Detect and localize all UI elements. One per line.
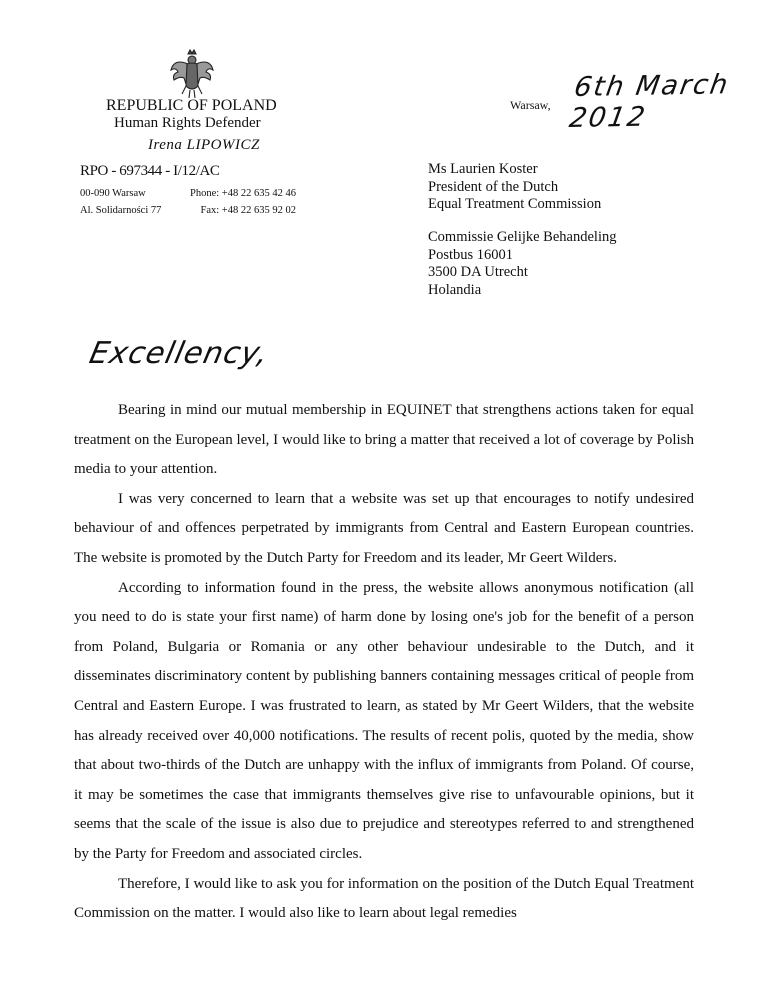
recipient-address-line: Postbus 16001	[428, 246, 514, 263]
recipient-block	[428, 161, 601, 214]
sender-phone: Phone: +48 22 635 42 46	[190, 188, 296, 199]
officer-name: Irena LIPOWICZ	[148, 137, 260, 153]
reference-number: RPO - 697344 - I/12/AC	[80, 163, 220, 179]
body-paragraph: According to information found in the press, the website allows anonymous notification (all you need to do is state your first name) of harm done by losing one's job for the benefit of a person from Poland, Bulgaria or Romania or any other behaviour undesirable to the Dutch, and it disseminates discriminatory content by publishing banners containing messages critical of people from Central and Eastern Europe. I was frustrated to learn, as stated by Mr Geert Wilders, that the website has already received over 40,000 notifications. The results of recent polis, quoted by the media, show that about two-thirds of the Dutch are unhappy with the influx of immigrants from Poland. Of course, it may be sometimes the case that immigrants themselves give rise to unfavourable opinions, but it seems that the scale of the issue is also due to prejudice and stereotypes referred to and strengthened by the Party for Freedom and associated circles.	[74, 579, 694, 862]
body-paragraph: I was very concerned to learn that a website was set up that encourages to notify undesired behaviour of and offences perpetrated by immigrants from Central and Eastern European countries. The website is promoted by the Dutch Party for Freedom and its leader, Mr Geert Wilders.	[74, 490, 694, 566]
body-paragraph: Bearing in mind our mutual membership in EQUINET that strengthens actions taken for equal treatment on the European level, I would like to bring a matter that received a lot of coverage by Polish media to your attention.	[74, 402, 694, 478]
sender-postcode-city: 00-090 Warsaw	[80, 188, 146, 199]
office-country: REPUBLIC OF POLAND	[106, 97, 277, 114]
body-paragraph: Therefore, I would like to ask you for information on the position of the Dutch Equal Treatment Commission on the matter. I would also like to learn about legal remedies	[74, 875, 694, 922]
letter-body	[74, 396, 694, 929]
letter-date-handwritten: 6th March 2012	[567, 69, 732, 134]
eagle-emblem-icon	[168, 48, 216, 100]
sender-address	[80, 185, 161, 219]
salutation-handwritten: Excellency,	[86, 336, 272, 371]
recipient-address-line: Commissie Gelijke Behandeling	[428, 229, 617, 245]
recipient-address-line: Holandia	[428, 281, 482, 298]
recipient-address	[428, 229, 616, 299]
sender-street: Al. Solidarności 77	[80, 205, 162, 216]
sender-fax: Fax: +48 22 635 92 02	[200, 205, 296, 216]
office-title: Human Rights Defender	[114, 115, 261, 131]
recipient-line: Equal Treatment Commission	[428, 196, 602, 212]
recipient-line: President of the Dutch	[428, 178, 559, 195]
letter-place: Warsaw,	[510, 98, 551, 112]
sender-contacts	[190, 185, 296, 219]
recipient-address-line: 3500 DA Utrecht	[428, 264, 528, 280]
recipient-line: Ms Laurien Koster	[428, 161, 538, 177]
